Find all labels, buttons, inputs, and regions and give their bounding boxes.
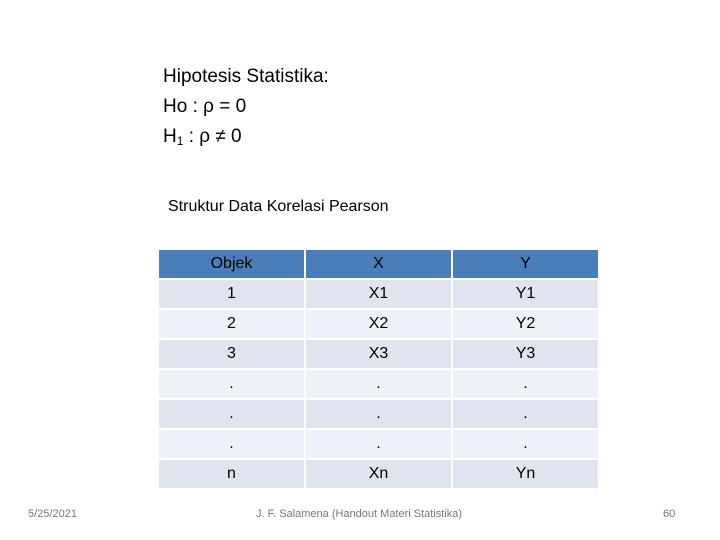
h1-statement: : ρ ≠ 0 — [183, 126, 242, 147]
cell-x: . — [306, 400, 451, 428]
header-y: Y — [453, 250, 598, 278]
cell-y: . — [453, 370, 598, 398]
cell-y: Y2 — [453, 310, 598, 338]
cell-y: . — [453, 400, 598, 428]
cell-objek: . — [159, 400, 304, 428]
footer-author: J. F. Salamena (Handout Materi Statistika) — [256, 508, 463, 520]
table-row — [159, 400, 598, 428]
cell-x: X2 — [306, 310, 451, 338]
cell-x: Xn — [306, 460, 451, 488]
cell-y: Y3 — [453, 340, 598, 368]
cell-y: Y1 — [453, 280, 598, 308]
table-row — [159, 460, 598, 488]
footer-page-number: 60 — [663, 508, 676, 520]
header-objek: Objek — [159, 250, 304, 278]
h1-symbol: H — [163, 126, 177, 147]
cell-x: X3 — [306, 340, 451, 368]
pearson-data-table — [157, 248, 600, 490]
cell-objek: n — [159, 460, 304, 488]
null-hypothesis: Ho : ρ = 0 — [163, 96, 247, 117]
cell-objek: 2 — [159, 310, 304, 338]
footer-date: 5/25/2021 — [28, 508, 77, 520]
hypothesis-heading: Hipotesis Statistika: — [163, 66, 329, 87]
cell-y: . — [453, 430, 598, 458]
table-row — [159, 370, 598, 398]
cell-y: Yn — [453, 460, 598, 488]
cell-objek: . — [159, 430, 304, 458]
cell-x: . — [306, 430, 451, 458]
table-row — [159, 310, 598, 338]
table-row — [159, 280, 598, 308]
cell-objek: 1 — [159, 280, 304, 308]
alternative-hypothesis — [163, 122, 329, 152]
h1-subscript: 1 — [176, 134, 184, 148]
cell-objek: . — [159, 370, 304, 398]
table-row — [159, 340, 598, 368]
hypothesis-block — [163, 62, 329, 152]
cell-x: X1 — [306, 280, 451, 308]
cell-x: . — [306, 370, 451, 398]
structure-title: Struktur Data Korelasi Pearson — [168, 198, 389, 215]
table-row — [159, 430, 598, 458]
cell-objek: 3 — [159, 340, 304, 368]
header-x: X — [306, 250, 451, 278]
table-header-row — [159, 250, 598, 278]
